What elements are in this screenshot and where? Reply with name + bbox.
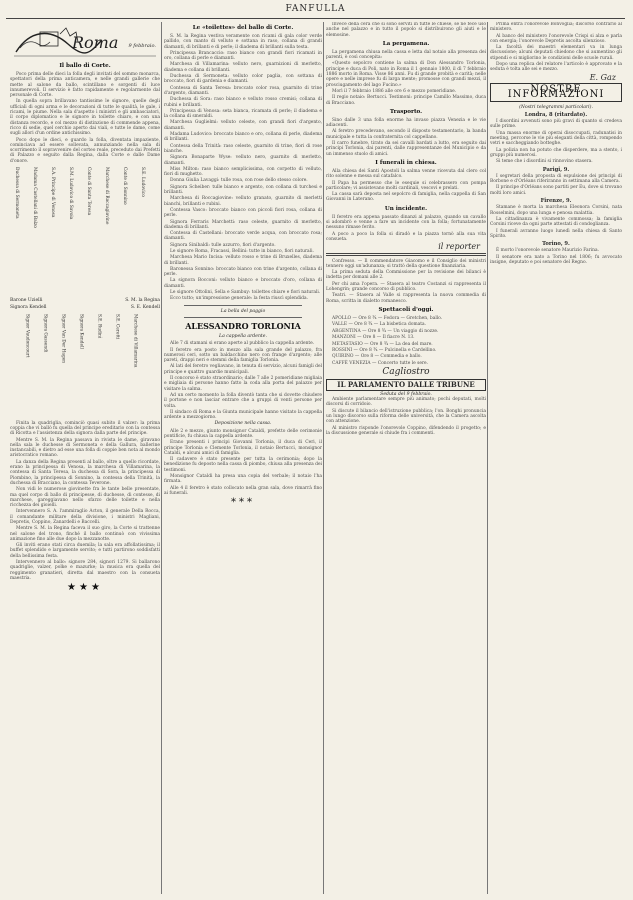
paragraph: Contessa di Castellani: broccato verde acqua, con broccato rosa; diamanti.	[164, 231, 322, 242]
quadrille-list	[10, 314, 160, 418]
section-title: La pergamena.	[382, 40, 430, 47]
paragraph: Il feretro era posto in mezzo alla sala grande del palazzo, fra numerosi ceri, sotto un baldacchino nero con frange d'argento; alle pareti, drappi neri e stemmi della famiglia Torlonia.	[164, 347, 322, 364]
section-title: ALESSANDRO TORLONIA	[185, 320, 301, 331]
paragraph: Il senatore era nato a Torino nel 1806; fu avvocato insigne, deputato e poi senatore del Regno.	[490, 254, 622, 265]
dispatch-text	[490, 174, 622, 196]
divider	[326, 253, 486, 256]
paragraph: Ambiente parlamentare sempre più animato; pochi deputati, molti discorsi di corridoio.	[326, 397, 486, 408]
paragraph: Madama Ludovico: broccato bianco e oro, collana di perle, diadema di brillanti.	[164, 132, 322, 143]
section-end-stars: ★★★	[67, 582, 103, 594]
column-4	[490, 22, 622, 894]
section-title: Spettacoli d'oggi.	[378, 306, 434, 313]
paragraph: Contessa della Trinità: raso celeste, guarnito di trine, fiori di rose bianche.	[164, 143, 322, 154]
roma-illustration-icon	[10, 22, 160, 60]
paragraph: Signora Bonaparte Wyse: velluto nero, guarnito di merletto, diamanti.	[164, 155, 322, 166]
paragraph: Marchesa Mario Incisa: velluto rosso e trine di Bruxelles, diadema di brillanti.	[164, 255, 322, 266]
paragraph: Signora Sinibaldi: tulle azzurro, fiori d'argento.	[170, 242, 276, 248]
paragraph: ROSSINI — Ore 8 ¾ — Pulcinella e Cardellino.	[332, 347, 437, 353]
paragraph: MANZONI — Ore 8 — Il fiacre N. 13.	[332, 335, 415, 341]
paragraph: La prima seduta della Commissione per la revisione dei bilanci è indetta per domani alle 2.	[326, 270, 486, 281]
paragraph: Le signore Roma, Fracassi, Bellini: tutte in bianco, fiori naturali.	[170, 248, 314, 254]
dispatch-city: Parigi, 9.	[542, 166, 570, 173]
section-title: Trasporto.	[389, 108, 423, 115]
quadrille-name: S.M. Ludovico di Savoia	[68, 167, 73, 220]
paragraph: Alla chiesa dei Santi Apostoli la salma venne ricevuta dal clero col rito solenne e messa sul catafalco.	[326, 168, 486, 180]
paragraph: Erano presenti i principi Giovanni Torlonia, il duca di Ceri, il principe Torlonia e Clemente Torlonia, il notaio Bertucci, monsignor Cataldi, e alcuni amici di famiglia.	[164, 440, 322, 456]
quadrille-name: Signora Kendell	[78, 313, 84, 349]
divider	[184, 317, 302, 318]
paragraph: Il regio notaio: Bertucci. Testimoni: principe Camillo Massimo, duca di Bracciano.	[326, 95, 486, 106]
paragraph: Al banco del ministero l'onorevole Crispi si alza e parla con energia; l'onorevole Depretis ascolta silenzioso.	[490, 33, 622, 44]
paragraph: Contessa di Santa Teresa: broccato color rosa, guarnito di trine d'argento, diamanti.	[164, 85, 322, 96]
paragraph: Il carro funebre, tirato da sei cavalli bardati a lutto, era seguito dai principi Torlonia, dai parenti, dalle rappresentanze del Municipio e da un immenso stuolo di amici.	[326, 141, 486, 157]
section-subtitle: La cappella ardente.	[219, 333, 267, 339]
paragraph: «Questo sepolcro contiene la salma di Don Alessandro Torlonia, principe e duca di Poli, nato in Roma il 1 gennaio 1800, il dì 7 febbraio 1886 morto in Roma. Visse 86 anni. Fu di grande probità e carità; nelle opere e nelle imprese fu di larga mente; promosse con grandi mezzi, il prosciugamento del lago Fucino.»	[326, 61, 486, 88]
paragraph: I funerali avranno luogo lunedì nella chiesa di Santo Spirito.	[490, 228, 622, 239]
newspaper-page	[6, 4, 625, 896]
paragraph: Confresso. — Il commendatore Giacomo e il Consiglio dei ministri tennero oggi un'adunanza; si trattò della questione finanziaria.	[326, 258, 486, 269]
quadrille-name: Signor Vaudoncourt	[24, 313, 30, 358]
paragraph: Baronessa Sonnino: broccato bianco con trine d'argento, collana di perle.	[164, 266, 322, 278]
quadrille-name: Signor Van Der Hagen	[60, 313, 66, 363]
paragraph: È morto l'onorevole senatore Maurizio Farina.	[496, 248, 599, 254]
quadrille-name: S.A. Principe di Venosa	[50, 167, 55, 218]
paragraph: I disordini avvenuti sono più gravi di quanto si credeva sulle prime.	[490, 119, 622, 130]
paragraph: Poco prima delle dieci la folla degli invitati del sommo monarca, spettatori della prima anticamera, e nelle grandi gallerie che mette al salone da ballo, scintillano e sorgenti di luce innumerevoli. Il servizio è fatto rapidamente e regolarmente dal personale di Corte.	[10, 72, 160, 99]
paragraph: Al feretro precedevano, secondo il disposto testamentario, la banda municipale e tutta la confraternita col cappellano.	[326, 129, 486, 140]
incidente-text	[326, 215, 486, 242]
quadrille-list	[10, 167, 160, 295]
paragraph: La signora Bocconi: velluto bianco e broccato d'oro, collana di diamanti.	[164, 278, 322, 289]
reporter-signature: il reporter	[438, 242, 480, 252]
paragraph: Contessa Vasco: broccato bianco con piccoli fiori rosa, collana di perle.	[164, 207, 322, 219]
paragraph: Mentre S. M. la Regina faceva il suo giro, la Corte si trattenne nel salone del trono, finché il ballo continuò con vivissima animazione fino alle due dopo la mezzanotte.	[10, 526, 160, 542]
paragraph: Dopo una replica del relatore l'articolo è approvato e la seduta è tolta alle sei e mezzo.	[490, 62, 622, 73]
roma-masthead-illustration	[10, 22, 160, 60]
news-text	[326, 259, 486, 304]
paragraph: Il sindaco di Roma e la Giunta municipale hanno visitato la cappella ardente a mezzogiorno.	[164, 409, 322, 421]
paragraph: Morì il 7 febbraio 1886 alle ore 6 e mezzo pomeridiane.	[332, 88, 457, 94]
trasporto-text	[326, 118, 486, 157]
paragraph: La polizia non ha potuto che disperdere, ma a stento, i gruppi più numerosi.	[490, 147, 622, 158]
paragraph: Per chi ama l'opera. — Stasera al teatro Costanzi si rappresenta il Lohengrin; grande concorso di pubblico.	[326, 281, 486, 292]
cassa-text	[164, 429, 322, 497]
paragraph: Stamane è morta la marchesa Eleonora Corsini, nata Rosselmini, dopo una lunga e penosa malattia.	[490, 205, 622, 216]
paragraph: QUIRINO — Ore 8 — Commedia e ballo.	[332, 354, 422, 360]
section-title: Le «toilettes» del ballo di Corte.	[192, 25, 294, 31]
section-title: Un incidente.	[384, 205, 428, 212]
paragraph: I segretari della proposta di espulsione dei principi di Borbone e d'Orléans riferiranno in settimana alla Camera.	[490, 173, 622, 185]
dispatch-text	[490, 248, 622, 265]
svg-text:Roma: Roma	[72, 33, 119, 52]
paragraph: Marchesa di Villamarina: velluto nero, guarnizioni di merletto, diadema e collana di brillanti.	[164, 62, 322, 73]
paragraph: Non vidi le numerose giovinette fra le tante belle presentate, ma quel corpo di ballo di principesse, di duchesse, di contesse, di marchese, gareggiavano nello sfarzo delle toilette e nella ricchezza dei gioielli.	[10, 487, 160, 509]
quadrille-name: Barone Uzielli	[10, 298, 43, 304]
section-subtitle: (Nostri telegrammi particolari).	[519, 104, 593, 110]
paragraph: METASTASIO — Ore 8 ¾ — La dea del mare.	[332, 341, 433, 347]
paragraph: In quella sopra brillavano tantissime le signore, quelle degli ufficiali di ogni arma e le decorazioni di tutte le qualità, le gale, i ricami, le piume. Nella sala d'aspetto i ministri e gli ambasciatori, il corpo diplomatico e le signore in toilette chiaro, e con una distanza recordo, e col mezzo di distinzione di commende appena, ricco di sedie, quel cerchio aperto dai viali, e tutte le dame, come sugli allori d'un ordine antichissimo.	[10, 99, 160, 137]
quadrille-name: Signora Gassendi	[42, 313, 48, 352]
funerali-text	[326, 169, 486, 203]
parlamento-text	[326, 397, 486, 436]
paragraph: Miss Milton: raso bianco semplicissima, con corpetto di velluto, fiori di mughetto.	[164, 166, 322, 178]
paragraph: Il Papa ha permesso che le esequie si celebrassero con pompa particolare; vi assistevano molti cardinali, vescovi e prelati.	[326, 180, 486, 191]
paragraph: A poco a poco la folla si diradò e la piazza tornò alla sua vita consueta.	[326, 231, 486, 242]
quadrille-name: Conte di Santa Teresa	[86, 167, 91, 216]
paragraph: Gli inviti erano stati circa duemila; la sala era affollatissima; il buffet splendido e largamente servito; e tutti partirono soddisfatti della bellissima festa.	[10, 543, 160, 559]
section-subtitle: Deposizione nella cassa.	[214, 421, 272, 427]
paragraph: La danza della Regina presenti al ballo, oltre a quello ricordate, erano la principessa di Venosa, la marchesa di Villamarina, la contessa di Santa Teresa, la duchessa di Sora, la principessa di Piombino, la principessa di Sonnino, la contessa della Trinità, la duchessa di Bracciano, la contessa Teverone.	[10, 459, 160, 486]
column-rule	[323, 22, 324, 894]
paragraph: VALLE — Ore 8 ¾ — La bisbetica domata.	[332, 322, 427, 328]
quadrille-name: S. M. la Regina	[125, 298, 160, 304]
dispatch-city: Torino, 9.	[542, 241, 570, 248]
column-rule	[161, 22, 162, 894]
paragraph: La cittadinanza è vivamente commossa; la famiglia Corsini riceve da ogni parte attestati di condoglianza.	[490, 216, 622, 228]
paragraph: Alle 4 il feretro è stato collocato nella gran sala, dove rimarrà fino ai funerali.	[164, 485, 322, 496]
paragraph: Al lati del feretro vegliavano, in tenuta di servizio, alcuni famigli del principe e quattro guardie municipali.	[164, 364, 322, 375]
paragraph: Il principe d'Orléans sono partiti per Eu, dove si trovano molti loro amici.	[490, 185, 622, 196]
paragraph: S. M. la Regina vestiva veramente con ricami di gala color verde pallido, con manto di velluto e sottana in raso, collana di grandi diamanti, di brillanti e di perle; il diadema di brillanti sulla testa.	[164, 34, 322, 50]
paragraph: Ecco tutto; un'impressione generale: la festa riuscì splendida.	[170, 296, 308, 302]
dispatch-text	[490, 119, 622, 164]
paragraph: Si teme che i disordini si rinnovino stasera.	[496, 159, 593, 165]
quadrille-name: S. E. Kendell	[130, 305, 160, 311]
pergamena-text	[326, 50, 486, 106]
section-title: I funerali in chiesa.	[375, 159, 437, 166]
paragraph: APOLLO — Ore 8 ¾ — Fedora — Gretchen, ballo.	[332, 315, 443, 321]
dispatch-city: Londra, 8 (ritardato).	[524, 111, 588, 118]
paragraph: La cassa sarà deposta nel sepolcro di famiglia, nella cappella di San Giovanni in Laterano.	[326, 192, 486, 203]
paragraph: Intervennero S. A. l'ammiraglio Acton, il generale Della Rocca, il comandante militare della divisione, i ministri Magliani, Depretis, Coppino, Zanardelli e Baccelli.	[10, 509, 160, 525]
paragraph: Marchesa di Roccagiovine: velluto granato, guarnito di merletti bianchi, brillanti e rubini.	[164, 196, 322, 207]
masthead: FANFULLA	[6, 4, 625, 19]
paragraph: Si discute il bilancio dell'istruzione pubblica; l'on. Bonghi pronuncia un lungo discorso sulla riforma delle università, che la Camera ascolta con attenzione.	[326, 408, 486, 425]
quadrille-name: S.E. Ludovico	[140, 167, 145, 197]
dateline: Seduta del 9 febbraio.	[380, 391, 432, 397]
quadrille-name: Conte di Sonnino	[122, 167, 127, 205]
motto: La bella del paggio	[220, 308, 266, 314]
quadrille-name: S.E. Ceretti	[114, 313, 120, 339]
paragraph: Duchessa di Sora: raso bianco e velluto rosso cremisi; collana di rubini e brillanti.	[164, 97, 322, 108]
column-3	[326, 22, 486, 894]
dateline: 9 febbraio.	[128, 43, 156, 49]
paragraph: Teatri. — Stasera al Valle si rappresenta la nuova commedia di Roma, scritta in dialetto romanesco.	[326, 293, 486, 304]
paragraph: Una massa enorme di operai disoccupati, radunatisi in meeting, percorse le vie più eleganti della città, rompendo vetri e saccheggiando botteghe.	[490, 130, 622, 147]
column-1	[10, 22, 160, 894]
paragraph: Signora Ferraris Marchetti: raso celeste, guarnito di merletto, diadema di brillanti.	[164, 219, 322, 230]
paragraph: Sino dalle 3 una folla enorme ha invaso piazza Venezia e le vie adiacenti.	[326, 117, 486, 129]
paragraph: Alle 7 di stamani si erano aperte al pubblico la cappella ardente.	[170, 341, 315, 347]
paragraph: Alle 2 e mezzo, giunto monsignor Cataldi, prefetto delle cerimonie pontificie, fu chiusa la cappella ardente.	[164, 428, 322, 439]
quadrille-pair	[10, 298, 160, 303]
quadrille-name: Signora Kendell	[10, 305, 47, 311]
author-signature: E. Gaz	[589, 72, 616, 82]
paragraph: Il feretro era appena passato dinanzi al palazzo, quando un cavallo si adombrò e venne a fare un incidente con la folla; fortunatamente nessuno rimase ferito.	[326, 214, 486, 231]
author-signature: Cagliostro	[382, 367, 430, 378]
quadrille-name: Duchessa di Sermoneta	[14, 167, 19, 219]
paragraph: Principessa Brancaccio: raso bianco con grandi fiori ricamati in oro, collana di perle e diamanti.	[164, 50, 322, 62]
column-rule	[487, 22, 488, 894]
paragraph: Duchessa di Sermoneta: velluto color paglia, con sottana di broccato, fiori di gardenia e diamanti.	[164, 74, 322, 85]
paragraph: Monsignor Cataldi ha presa una copia del verbale; il notaio l'ha firmata.	[164, 474, 322, 485]
paragraph: ARGENTINA — Ore 8 ¾ — Un viaggio di nozze.	[332, 328, 439, 334]
paragraph: Donna Giulia Lavaggi: tulle rosa, con rose dello stesso colore.	[170, 178, 308, 184]
dispatch-text	[490, 205, 622, 239]
paragraph: CAFFÈ VENEZIA — Concerto tutte le sere.	[332, 360, 429, 366]
parlamento-continued	[490, 22, 622, 73]
paragraph: Il cadavere è stato presente per tutta la cerimonia; dopo la benedizione fu deposto nella cassa di piombo, chiusa alla presenza dei testimoni.	[164, 457, 322, 473]
section-end-stars: ***	[231, 497, 255, 509]
paragraph: Finita la quadriglia, cominciò quasi subito il valzer: la prima coppia che vi ballò fu quella del principe ereditario con la contessa di Ricotta e l'assistenza della signora dalla parte del principe.	[10, 420, 160, 437]
spettacoli-list	[326, 316, 486, 366]
section-title: NOSTRE INFORMAZIONI	[490, 83, 622, 102]
paragraph: Prima entra l'onorevole Bonvoglia; discorso contrario al ministero.	[490, 22, 622, 33]
headline: Il ballo di Corte.	[59, 63, 111, 69]
dispatch-city: Firenze, 9.	[540, 198, 572, 205]
paragraph: Principessa di Venosa: seta bianca, ricamata di perle; il diadema e la collana di smeraldi.	[164, 108, 322, 120]
quadrille-pair	[10, 305, 160, 310]
quadrille-name: Marchese di Roccagiovine	[104, 167, 109, 225]
paragraph: Marchesa Guglielmi: velluto celeste, con grandi fiori d'argento, diamanti.	[164, 120, 322, 131]
paragraph: Le signore Ottolini, Sella e Sambuy: toilettes chiare e fiori naturali.	[170, 290, 321, 296]
paragraph: Signora Scheiber: tulle bianco e argento, con collana di turchesi e brillanti.	[164, 184, 322, 196]
cappella-text	[164, 341, 322, 420]
quadrille-name: S.E. Rudinì	[96, 313, 102, 338]
paragraph: Intervennero al ballo: signore 284, signori 1279. Si ballarono quadriglie, valzer, polke e mazurke; la musica era quella del reggimento granatieri, diretta dal maestro con la consueta maestria.	[10, 560, 160, 581]
quadrille-name: Marchese di Villamarina	[132, 313, 138, 368]
paragraph: Invece della cera che si sono serviti in tutte le chiese, se ne fece uso anche nel palazzo e in tutto il popolo si distribuirono gli aiuti e le elemosine.	[326, 22, 486, 38]
quadrille-name: Madama Castellani di Balzo	[32, 167, 37, 228]
paragraph: Al ministro risponde l'onorevole Coppino, difendendo il progetto; e la discussione generale si chiude fra i commenti.	[326, 425, 486, 436]
paragraph: Il concorso è stato straordinario; dalle 7 alle 2 pomeridiane migliaia e migliaia di persone hanno fatto la coda alla porta del palazzo per visitare la salma.	[164, 376, 322, 392]
paragraph: La pergamena chiusa nella cassa e letta dal notaio alla presenza dei parenti, è così concepita:	[326, 49, 486, 61]
paragraph: Mentre S. M. la Regina passava in rivista le dame, giravano nella sala le duchesse di Sermoneta e della Gallura, ballerine instancabili, e dietro ad esse una folla di coppie ben nota al mondo aristocratico romano.	[10, 437, 160, 459]
column-2	[164, 22, 322, 894]
section-title: IL PARLAMENTO DALLE TRIBUNE	[326, 379, 486, 390]
toilettes-list	[164, 34, 322, 302]
paragraph: Ad un certo momento la folla diventò tanta che si dovette chiudere il portone e non lasciar entrare che a gruppi di venti persone per volta.	[164, 392, 322, 409]
paragraph: Poco dopo le dieci, e guardo la folla, diventata impaziente, cominciava ad essere sollevata, annunziando nella sala di scorrimento il sopravvenire del corteo reale, preceduto dai Prefetti di Palazzo e seguito dalla Regina, dalla Corte e dalle Dame d'onore.	[10, 137, 160, 164]
divider	[184, 305, 302, 306]
paragraph: La facoltà dei maestri elementari va in lunga discussione; alcuni deputati chiedono che si aumentino gli stipendi e si migliorino le condizioni delle scuole rurali.	[490, 45, 622, 61]
